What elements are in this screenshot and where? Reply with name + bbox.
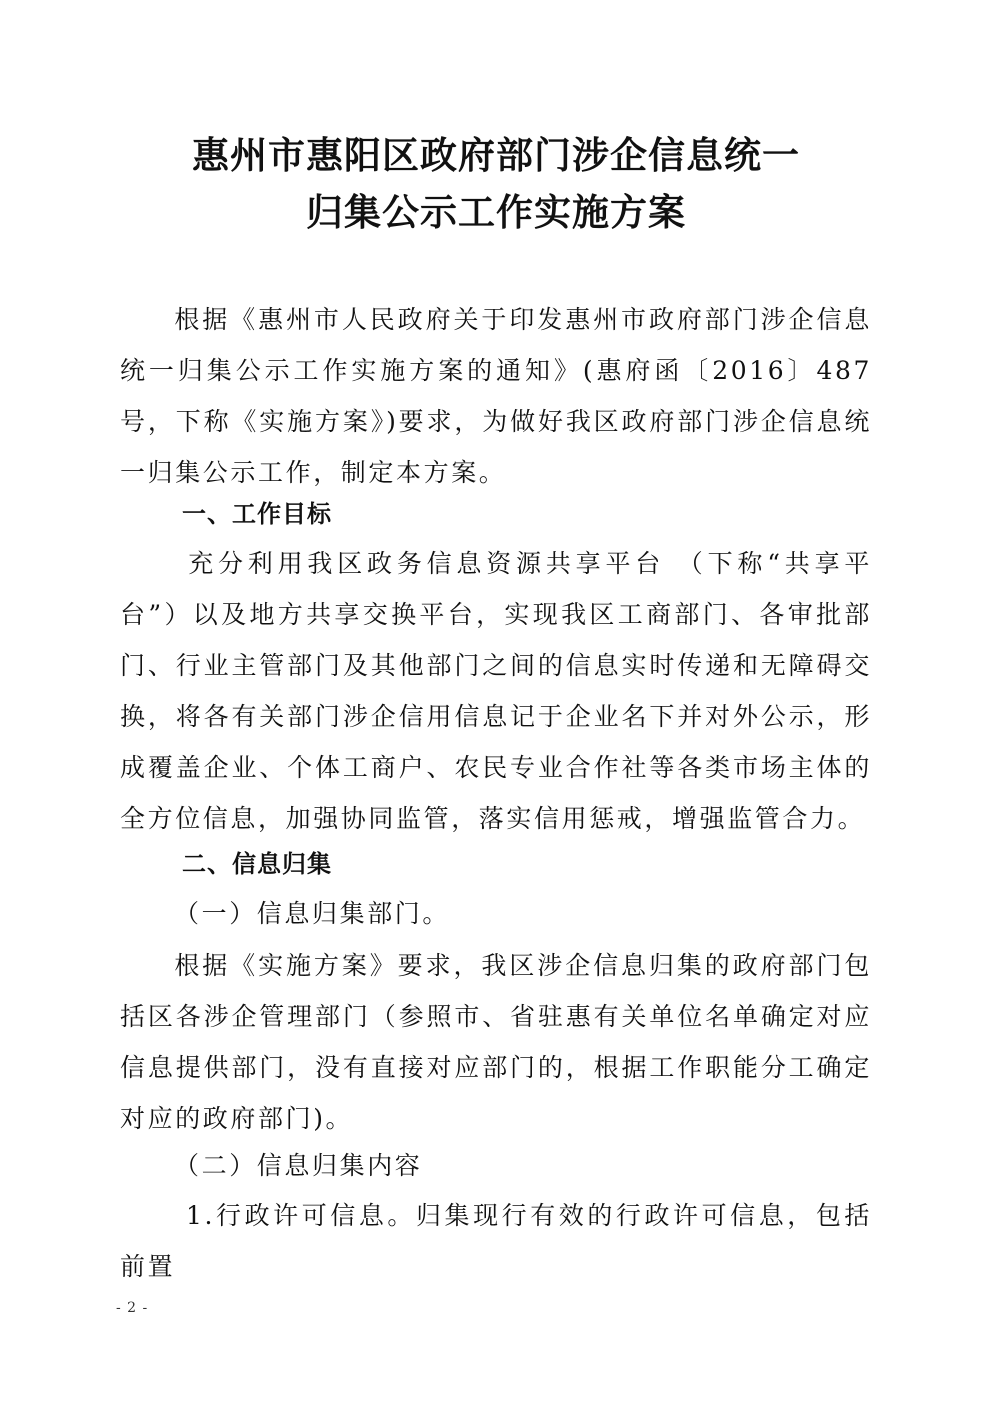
sub1-text: 根据《实施方案》要求，我区涉企信息归集的政府部门包括区各涉企管理部门（参照市、省驻惠有关单位名单确定对应信息提供部门，没有直接对应部门的，根据工作职能分工确定对应的政府部门)。	[120, 951, 872, 1133]
section2-heading: 二、信息归集	[182, 850, 332, 878]
section1-heading: 一、工作目标	[182, 500, 332, 528]
item1-paragraph	[120, 1190, 872, 1292]
document-title-line1: 惠州市惠阳区政府部门涉企信息统一	[192, 133, 800, 177]
sub2-heading: （二）信息归集内容	[174, 1151, 423, 1180]
intro-paragraph	[120, 294, 872, 498]
intro-text: 根据《惠州市人民政府关于印发惠州市政府部门涉企信息统一归集公示工作实施方案的通知》(惠府函〔2016〕487号，下称《实施方案》)要求，为做好我区政府部门涉企信息统一归集公示工作，制定本方案。	[120, 305, 872, 487]
page-number: - 2 -	[116, 1300, 149, 1316]
section1-text: 充分利用我区政务信息资源共享平台 （下称“共享平台”）以及地方共享交换平台，实现我区工商部门、各审批部门、行业主管部门及其他部门之间的信息实时传递和无障碍交换，将各有关部门涉企信用信息记于企业名下并对外公示，形成覆盖企业、个体工商户、农民专业合作社等各类市场主体的全方位信息，加强协同监管，落实信用惩戒，增强监管合力。	[120, 549, 872, 833]
sub1-heading: （一）信息归集部门。	[174, 899, 451, 928]
sub1-paragraph	[120, 940, 872, 1144]
section1-paragraph	[120, 538, 872, 844]
document-title-line2: 归集公示工作实施方案	[306, 190, 686, 234]
item1-text: 1.行政许可信息。归集现行有效的行政许可信息，包括前置	[120, 1201, 872, 1281]
